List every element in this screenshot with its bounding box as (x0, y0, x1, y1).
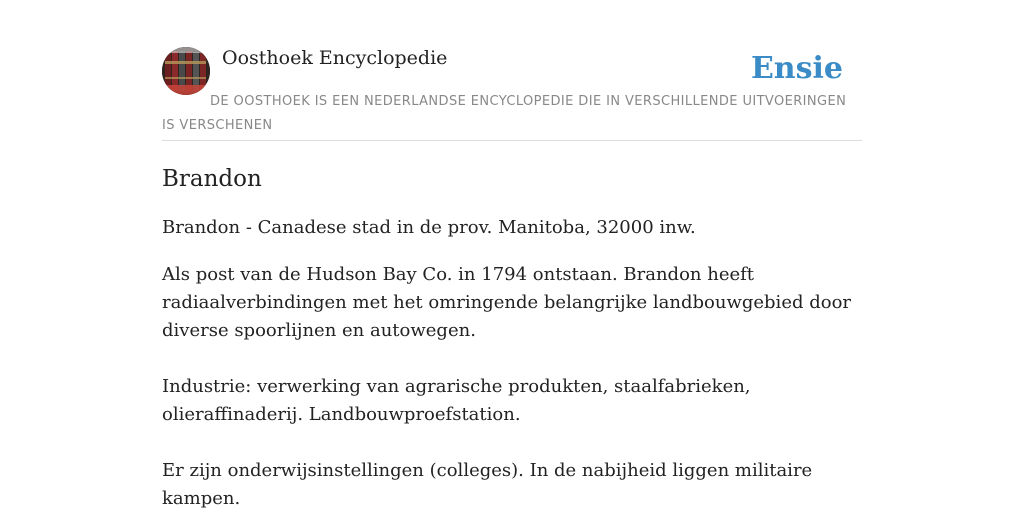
article-paragraph: Er zijn onderwijsinstellingen (colleges). In de nabijheid liggen militaire kampen. (162, 460, 813, 509)
article-paragraph: Als post van de Hudson Bay Co. in 1794 ontstaan. Brandon heeft radiaalverbindingen met het omringende belangrijke landbouwgebied door diverse spoorlijnen en autowegen. (162, 264, 852, 341)
source-description: DE OOSTHOEK IS EEN NEDERLANDSE ENCYCLOPEDIE DIE IN VERSCHILLENDE UITVOERINGEN IS VERSCHENEN (162, 94, 847, 133)
article (162, 160, 862, 512)
source-header (162, 46, 862, 141)
encyclopedia-books-icon (162, 47, 210, 95)
brand-logo[interactable]: Ensie (750, 51, 843, 86)
article-paragraph: Industrie: verwerking van agrarische produkten, staalfabrieken, olieraffinaderij. Landbouwproefstation. (162, 376, 751, 425)
source-name[interactable]: Oosthoek Encyclopedie (222, 47, 448, 69)
avatar[interactable] (162, 47, 210, 95)
article-summary: Brandon - Canadese stad in de prov. Manitoba, 32000 inw. (162, 217, 696, 238)
article-title: Brandon (162, 166, 262, 192)
